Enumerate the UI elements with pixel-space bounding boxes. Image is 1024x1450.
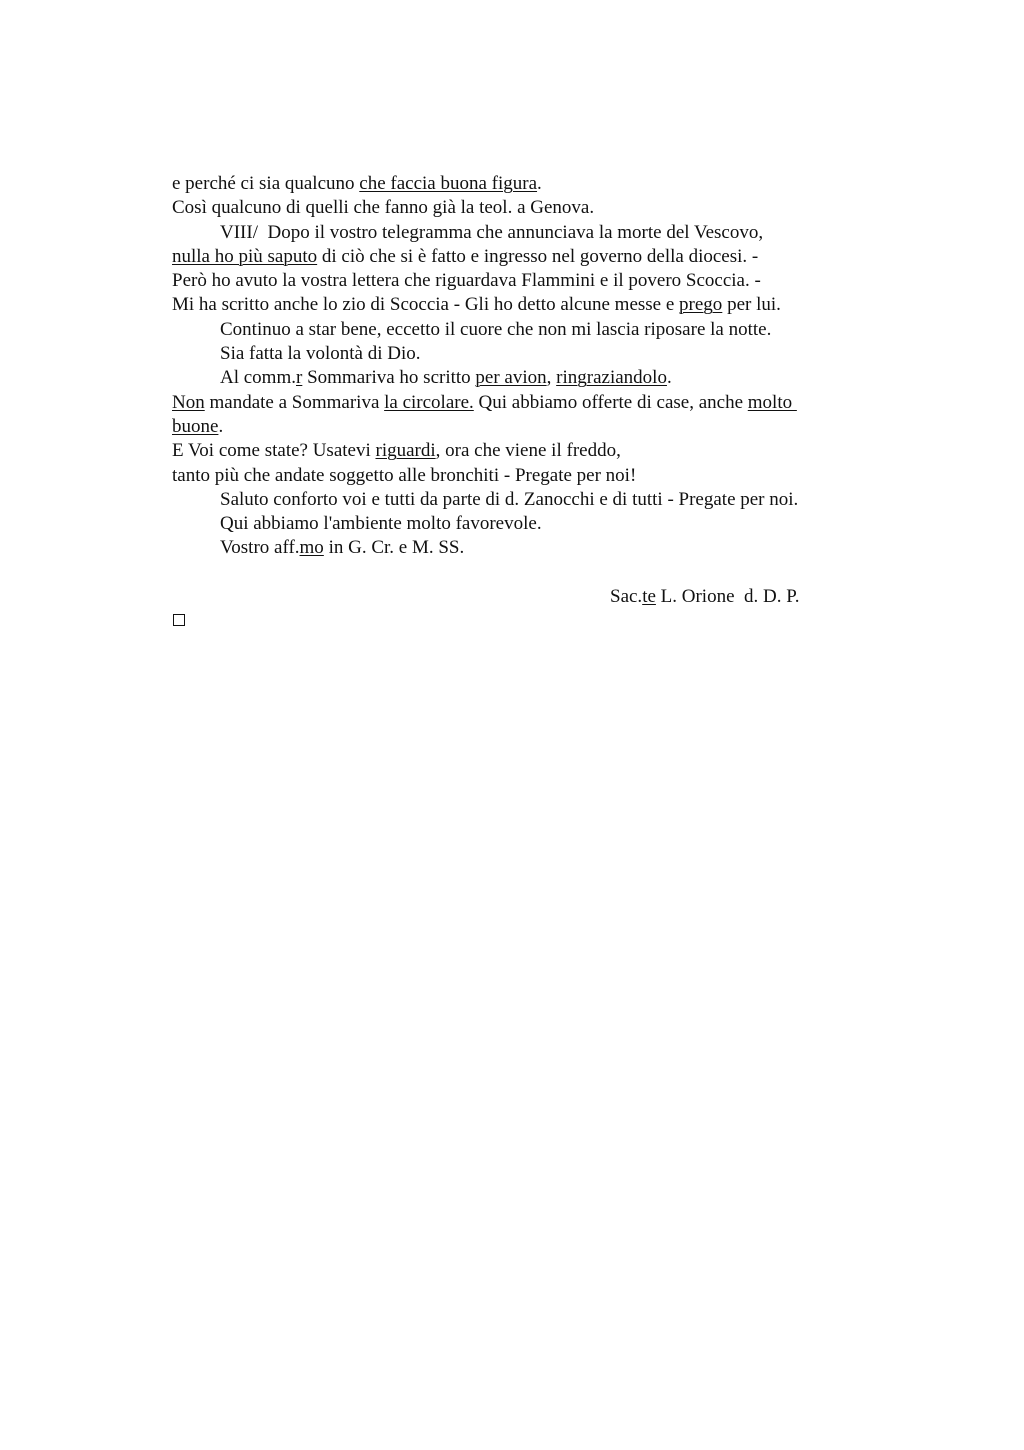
underlined-phrase: ringraziandolo: [556, 367, 667, 389]
signature-spacer: [172, 561, 872, 585]
letter-line-6: Mi ha scritto anche lo zio di Scoccia - Gli ho detto alcune messe e prego per lui.: [172, 294, 781, 316]
letter-line-3: VIII/ Dopo il vostro telegramma che annunciava la morte del Vescovo,: [220, 221, 764, 243]
letter-line-14: Saluto conforto voi e tutti da parte di d. Zanocchi e di tutti - Pregate per noi.: [220, 488, 799, 510]
letter-body: [172, 172, 872, 609]
letter-line-7: Continuo a star bene, eccetto il cuore che non mi lascia riposare la notte.: [220, 318, 772, 340]
letter-line-5: Però ho avuto la vostra lettera che riguardava Flammini e il povero Scoccia. -: [172, 270, 761, 292]
signature: Sac.te L. Orione d. D. P.: [610, 585, 800, 607]
letter-line-8: Sia fatta la volontà di Dio.: [220, 343, 421, 365]
underlined-phrase: la circolare.: [384, 391, 474, 413]
letter-line-15: Qui abbiamo l'ambiente molto favorevole.: [220, 513, 542, 535]
underlined-phrase: r: [296, 367, 303, 389]
letter-line-10: Non mandate a Sommariva la circolare. Qui abbiamo offerte di case, anche molto: [172, 391, 797, 413]
letter-line-12: E Voi come state? Usatevi riguardi, ora che viene il freddo,: [172, 440, 621, 462]
underlined-phrase: per avion: [475, 367, 547, 389]
underlined-phrase: molto: [747, 391, 797, 413]
underlined-phrase: nulla ho più saputo: [172, 245, 318, 267]
underlined-phrase: buone: [172, 415, 219, 437]
letter-line-2: Così qualcuno di quelli che fanno già la teol. a Genova.: [172, 197, 595, 219]
letter-line-9: Al comm.r Sommariva ho scritto per avion, ringraziandolo.: [220, 367, 672, 389]
underlined-phrase: mo: [299, 537, 324, 559]
underlined-phrase: che faccia buona figura: [359, 173, 538, 194]
letter-line-1: e perché ci sia qualcuno che faccia buona figura.: [172, 173, 542, 194]
letter-line-13: tanto più che andate soggetto alle bronchiti - Pregate per noi!: [172, 464, 637, 486]
underlined-phrase: te: [642, 585, 656, 607]
letter-line-11: buone.: [172, 415, 224, 437]
letter-line-4: nulla ho più saputo di ciò che si è fatto e ingresso nel governo della diocesi. -: [172, 245, 759, 267]
underlined-phrase: riguardi: [375, 440, 436, 462]
letter-line-16: Vostro aff.mo in G. Cr. e M. SS.: [220, 537, 465, 559]
underlined-phrase: prego: [679, 294, 723, 316]
empty-square-icon: [173, 614, 185, 626]
underlined-phrase: Non: [172, 391, 205, 413]
